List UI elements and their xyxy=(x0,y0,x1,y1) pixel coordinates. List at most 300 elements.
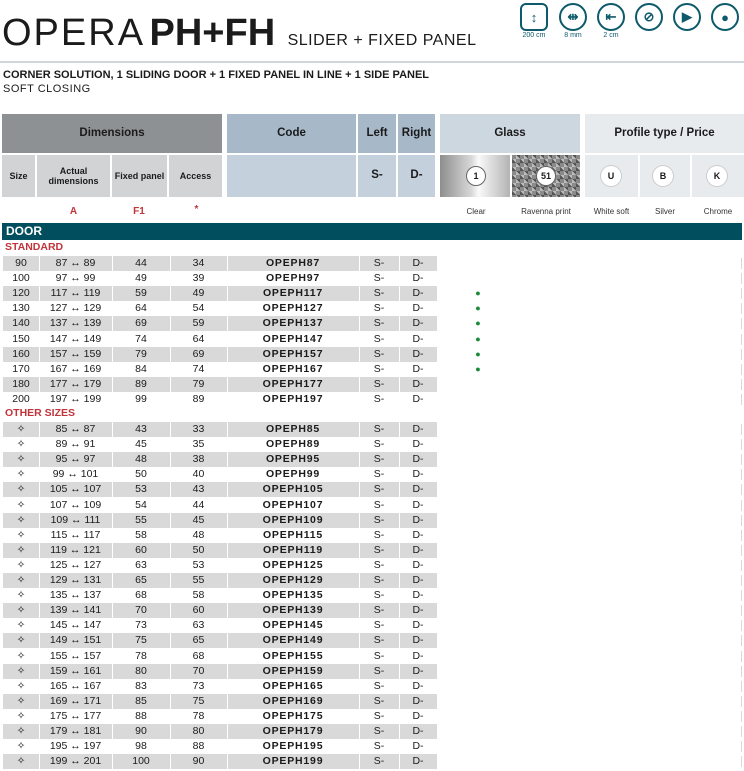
row-left: S- xyxy=(359,482,399,497)
row-access: 38 xyxy=(170,452,227,467)
row-code: OPEPH107 xyxy=(227,498,359,513)
glass-code-ravenna: 51 xyxy=(536,166,556,186)
column-separator xyxy=(359,256,360,271)
row-access: 64 xyxy=(170,332,227,347)
column-separator xyxy=(112,664,113,679)
row-edge-tick xyxy=(741,364,742,375)
column-separator xyxy=(399,679,400,694)
column-separator xyxy=(359,362,360,377)
column-separator xyxy=(39,286,40,301)
row-edge-tick xyxy=(741,741,742,752)
column-separator xyxy=(170,271,171,286)
row-left: S- xyxy=(359,543,399,558)
row-size: ✧ xyxy=(3,739,39,754)
row-left: S- xyxy=(359,528,399,543)
row-code: OPEPH97 xyxy=(227,271,359,286)
row-edge-tick xyxy=(741,560,742,571)
header-code: Code xyxy=(227,114,356,153)
row-access: 40 xyxy=(170,467,227,482)
column-separator xyxy=(170,467,171,482)
row-left: S- xyxy=(359,316,399,331)
row-access: 33 xyxy=(170,422,227,437)
column-separator xyxy=(112,377,113,392)
column-separator xyxy=(359,513,360,528)
column-separator xyxy=(39,649,40,664)
table-row xyxy=(2,422,742,437)
row-access: 55 xyxy=(170,573,227,588)
row-code: OPEPH137 xyxy=(227,316,359,331)
dimension-letter-access: * xyxy=(194,204,199,215)
row-code: OPEPH125 xyxy=(227,558,359,573)
row-actual-dimensions: 95 ↔ 97 xyxy=(39,452,112,467)
row-left: S- xyxy=(359,467,399,482)
column-separator xyxy=(39,588,40,603)
table-row xyxy=(2,286,742,301)
column-separator xyxy=(170,633,171,648)
row-fixed-panel: 55 xyxy=(112,513,170,528)
row-fixed-panel: 63 xyxy=(112,558,170,573)
column-separator xyxy=(227,603,228,618)
row-fixed-panel: 85 xyxy=(112,694,170,709)
row-code: OPEPH149 xyxy=(227,633,359,648)
row-access: 58 xyxy=(170,588,227,603)
row-size: ✧ xyxy=(3,664,39,679)
row-size: 100 xyxy=(3,271,39,286)
row-right: D- xyxy=(399,543,437,558)
row-left: S- xyxy=(359,271,399,286)
row-fixed-panel: 79 xyxy=(112,347,170,362)
table-row xyxy=(2,452,742,467)
row-left: S- xyxy=(359,724,399,739)
column-separator xyxy=(359,301,360,316)
profile-label-silver: Silver xyxy=(654,207,675,216)
column-separator xyxy=(39,271,40,286)
table-row xyxy=(2,754,742,769)
column-separator xyxy=(359,679,360,694)
row-code: OPEPH99 xyxy=(227,467,359,482)
availability-dot: ● xyxy=(475,288,481,299)
table-row xyxy=(2,603,742,618)
column-separator xyxy=(359,603,360,618)
column-separator xyxy=(112,649,113,664)
row-left: S- xyxy=(359,603,399,618)
row-actual-dimensions: 145 ↔ 147 xyxy=(39,618,112,633)
row-edge-tick xyxy=(741,530,742,541)
row-fixed-panel: 75 xyxy=(112,633,170,648)
column-separator xyxy=(170,422,171,437)
table-row xyxy=(2,618,742,633)
row-edge-tick xyxy=(741,303,742,314)
column-separator xyxy=(359,452,360,467)
row-actual-dimensions: 119 ↔ 121 xyxy=(39,543,112,558)
column-separator xyxy=(39,498,40,513)
column-separator xyxy=(170,362,171,377)
row-edge-tick xyxy=(741,635,742,646)
row-access: 60 xyxy=(170,603,227,618)
row-left: S- xyxy=(359,679,399,694)
column-separator xyxy=(227,724,228,739)
row-right: D- xyxy=(399,558,437,573)
row-actual-dimensions: 159 ↔ 161 xyxy=(39,664,112,679)
row-right: D- xyxy=(399,452,437,467)
column-separator xyxy=(170,301,171,316)
row-left: S- xyxy=(359,649,399,664)
table-row xyxy=(2,437,742,452)
row-right: D- xyxy=(399,347,437,362)
table-row xyxy=(2,256,742,271)
header-right-prefix: D- xyxy=(398,155,435,197)
row-right: D- xyxy=(399,649,437,664)
row-left: S- xyxy=(359,513,399,528)
column-separator xyxy=(39,452,40,467)
row-actual-dimensions: 167 ↔ 169 xyxy=(39,362,112,377)
row-left: S- xyxy=(359,633,399,648)
column-separator xyxy=(39,437,40,452)
table-row xyxy=(2,362,742,377)
row-left: S- xyxy=(359,392,399,407)
row-size: 150 xyxy=(3,332,39,347)
column-separator xyxy=(359,316,360,331)
row-fixed-panel: 83 xyxy=(112,679,170,694)
row-code: OPEPH139 xyxy=(227,603,359,618)
column-separator xyxy=(399,694,400,709)
row-actual-dimensions: 199 ↔ 201 xyxy=(39,754,112,769)
column-separator xyxy=(399,392,400,407)
row-access: 69 xyxy=(170,347,227,362)
column-separator xyxy=(227,437,228,452)
row-code: OPEPH147 xyxy=(227,332,359,347)
column-separator xyxy=(39,603,40,618)
column-separator xyxy=(359,724,360,739)
availability-dot: ● xyxy=(475,363,481,374)
column-separator xyxy=(227,392,228,407)
row-edge-tick xyxy=(741,424,742,435)
column-separator xyxy=(359,694,360,709)
column-separator xyxy=(399,558,400,573)
column-separator xyxy=(227,498,228,513)
column-separator xyxy=(227,649,228,664)
row-actual-dimensions: 157 ↔ 159 xyxy=(39,347,112,362)
dimension-letter-f1: F1 xyxy=(133,206,145,217)
column-separator xyxy=(112,422,113,437)
column-separator xyxy=(359,558,360,573)
column-separator xyxy=(170,543,171,558)
row-access: 53 xyxy=(170,558,227,573)
row-edge-tick xyxy=(741,590,742,601)
column-separator xyxy=(39,694,40,709)
glass-thickness-icon: ⇹ 8 mm xyxy=(559,3,587,39)
row-edge-tick xyxy=(741,500,742,511)
availability-dot: ● xyxy=(475,303,481,314)
glass-label-clear: Clear xyxy=(466,207,486,216)
row-edge-tick xyxy=(741,439,742,450)
row-fixed-panel: 70 xyxy=(112,603,170,618)
column-separator xyxy=(359,271,360,286)
row-fixed-panel: 58 xyxy=(112,528,170,543)
row-actual-dimensions: 89 ↔ 91 xyxy=(39,437,112,452)
row-access: 50 xyxy=(170,543,227,558)
column-separator xyxy=(170,482,171,497)
column-separator xyxy=(359,664,360,679)
row-fixed-panel: 78 xyxy=(112,649,170,664)
column-separator xyxy=(112,543,113,558)
column-separator xyxy=(112,633,113,648)
column-separator xyxy=(399,316,400,331)
column-separator xyxy=(112,256,113,271)
row-size: 160 xyxy=(3,347,39,362)
table-row xyxy=(2,316,742,331)
row-size: ✧ xyxy=(3,467,39,482)
column-separator xyxy=(112,603,113,618)
row-right: D- xyxy=(399,618,437,633)
column-separator xyxy=(227,754,228,769)
row-edge-tick xyxy=(741,726,742,737)
column-separator xyxy=(39,513,40,528)
row-actual-dimensions: 155 ↔ 157 xyxy=(39,649,112,664)
availability-dot xyxy=(442,256,514,271)
title-subtitle: SLIDER + FIXED PANEL xyxy=(287,32,477,49)
row-edge-tick xyxy=(741,273,742,284)
profile-code-white: U xyxy=(601,166,621,186)
row-edge-tick xyxy=(741,454,742,465)
column-separator xyxy=(399,513,400,528)
column-separator xyxy=(227,664,228,679)
profile-label-white: White soft xyxy=(593,207,630,216)
row-actual-dimensions: 97 ↔ 99 xyxy=(39,271,112,286)
column-separator xyxy=(170,498,171,513)
row-size: 140 xyxy=(3,316,39,331)
column-separator xyxy=(39,332,40,347)
row-actual-dimensions: 195 ↔ 197 xyxy=(39,739,112,754)
column-separator xyxy=(170,347,171,362)
table-row xyxy=(2,694,742,709)
row-actual-dimensions: 149 ↔ 151 xyxy=(39,633,112,648)
column-separator xyxy=(112,739,113,754)
column-separator xyxy=(227,452,228,467)
row-edge-tick xyxy=(741,605,742,616)
table-row xyxy=(2,649,742,664)
row-right: D- xyxy=(399,301,437,316)
row-actual-dimensions: 117 ↔ 119 xyxy=(39,286,112,301)
row-actual-dimensions: 179 ↔ 181 xyxy=(39,724,112,739)
column-separator xyxy=(112,528,113,543)
row-access: 65 xyxy=(170,633,227,648)
row-code: OPEPH167 xyxy=(227,362,359,377)
row-left: S- xyxy=(359,498,399,513)
row-actual-dimensions: 135 ↔ 137 xyxy=(39,588,112,603)
row-actual-dimensions: 177 ↔ 179 xyxy=(39,377,112,392)
row-size: ✧ xyxy=(3,452,39,467)
row-left: S- xyxy=(359,709,399,724)
row-right: D- xyxy=(399,467,437,482)
row-size: ✧ xyxy=(3,618,39,633)
row-code: OPEPH145 xyxy=(227,618,359,633)
column-separator xyxy=(170,332,171,347)
column-separator xyxy=(359,467,360,482)
row-code: OPEPH109 xyxy=(227,513,359,528)
header-fixed-panel: Fixed panel xyxy=(112,155,167,197)
column-separator xyxy=(399,649,400,664)
section-door: DOOR xyxy=(2,223,742,240)
column-separator xyxy=(112,558,113,573)
row-size: ✧ xyxy=(3,528,39,543)
column-separator xyxy=(399,362,400,377)
row-fixed-panel: 64 xyxy=(112,301,170,316)
column-separator xyxy=(359,739,360,754)
row-fixed-panel: 84 xyxy=(112,362,170,377)
column-separator xyxy=(39,482,40,497)
column-separator xyxy=(227,271,228,286)
row-edge-tick xyxy=(741,545,742,556)
row-right: D- xyxy=(399,437,437,452)
product-description: CORNER SOLUTION, 1 SLIDING DOOR + 1 FIXED PANEL IN LINE + 1 SIDE PANEL xyxy=(3,69,430,81)
row-size: 130 xyxy=(3,301,39,316)
no-drill-icon: ⊘ xyxy=(635,3,663,31)
column-separator xyxy=(227,633,228,648)
row-actual-dimensions: 129 ↔ 131 xyxy=(39,573,112,588)
row-left: S- xyxy=(359,573,399,588)
row-code: OPEPH85 xyxy=(227,422,359,437)
row-size: 120 xyxy=(3,286,39,301)
header-left: Left xyxy=(358,114,396,153)
column-separator xyxy=(227,573,228,588)
row-fixed-panel: 44 xyxy=(112,256,170,271)
column-separator xyxy=(227,301,228,316)
column-separator xyxy=(399,498,400,513)
row-edge-tick xyxy=(741,469,742,480)
table-row xyxy=(2,724,742,739)
column-separator xyxy=(112,482,113,497)
row-access: 48 xyxy=(170,528,227,543)
row-actual-dimensions: 139 ↔ 141 xyxy=(39,603,112,618)
table-row xyxy=(2,543,742,558)
row-actual-dimensions: 137 ↔ 139 xyxy=(39,316,112,331)
availability-dot xyxy=(442,271,514,286)
column-separator xyxy=(399,588,400,603)
column-separator xyxy=(39,467,40,482)
column-separator xyxy=(359,482,360,497)
row-code: OPEPH159 xyxy=(227,664,359,679)
table-row xyxy=(2,377,742,392)
header-glass: Glass xyxy=(440,114,580,153)
row-access: 34 xyxy=(170,256,227,271)
column-separator xyxy=(359,618,360,633)
column-separator xyxy=(170,528,171,543)
column-separator xyxy=(112,588,113,603)
row-right: D- xyxy=(399,482,437,497)
column-separator xyxy=(39,709,40,724)
row-edge-tick xyxy=(741,484,742,495)
row-edge-tick xyxy=(741,379,742,390)
column-separator xyxy=(170,754,171,769)
column-separator xyxy=(39,633,40,648)
column-separator xyxy=(112,271,113,286)
row-access: 35 xyxy=(170,437,227,452)
row-size: ✧ xyxy=(3,754,39,769)
column-separator xyxy=(399,377,400,392)
column-separator xyxy=(39,347,40,362)
column-separator xyxy=(399,603,400,618)
table-row xyxy=(2,558,742,573)
adjustment-icon: ⇤ 2 cm xyxy=(597,3,625,39)
table-row xyxy=(2,347,742,362)
row-code: OPEPH175 xyxy=(227,709,359,724)
column-separator xyxy=(359,528,360,543)
column-separator xyxy=(39,362,40,377)
row-access: 39 xyxy=(170,271,227,286)
row-right: D- xyxy=(399,694,437,709)
row-actual-dimensions: 147 ↔ 149 xyxy=(39,332,112,347)
row-code: OPEPH105 xyxy=(227,482,359,497)
column-separator xyxy=(170,649,171,664)
column-separator xyxy=(112,452,113,467)
column-separator xyxy=(170,452,171,467)
column-separator xyxy=(170,558,171,573)
column-separator xyxy=(170,286,171,301)
column-separator xyxy=(399,528,400,543)
column-separator xyxy=(170,739,171,754)
row-fixed-panel: 88 xyxy=(112,709,170,724)
column-separator xyxy=(112,724,113,739)
column-separator xyxy=(227,286,228,301)
column-separator xyxy=(399,347,400,362)
soft-close-icon: ▶ xyxy=(673,3,701,31)
table-row xyxy=(2,709,742,724)
row-code: OPEPH129 xyxy=(227,573,359,588)
row-right: D- xyxy=(399,739,437,754)
profile-label-chrome: Chrome xyxy=(703,207,733,216)
table-row xyxy=(2,482,742,497)
feature-icons xyxy=(520,3,744,47)
row-code: OPEPH197 xyxy=(227,392,359,407)
row-access: 89 xyxy=(170,392,227,407)
row-left: S- xyxy=(359,754,399,769)
row-code: OPEPH117 xyxy=(227,286,359,301)
column-separator xyxy=(39,754,40,769)
row-size: ✧ xyxy=(3,422,39,437)
row-fixed-panel: 99 xyxy=(112,392,170,407)
row-actual-dimensions: 99 ↔ 101 xyxy=(39,467,112,482)
column-separator xyxy=(227,558,228,573)
row-actual-dimensions: 109 ↔ 111 xyxy=(39,513,112,528)
row-size: ✧ xyxy=(3,679,39,694)
row-actual-dimensions: 165 ↔ 167 xyxy=(39,679,112,694)
row-left: S- xyxy=(359,694,399,709)
row-actual-dimensions: 175 ↔ 177 xyxy=(39,709,112,724)
row-fixed-panel: 49 xyxy=(112,271,170,286)
row-edge-tick xyxy=(741,288,742,299)
row-edge-tick xyxy=(741,515,742,526)
column-separator xyxy=(359,649,360,664)
row-fixed-panel: 53 xyxy=(112,482,170,497)
row-code: OPEPH199 xyxy=(227,754,359,769)
column-separator xyxy=(170,664,171,679)
column-separator xyxy=(227,588,228,603)
column-separator xyxy=(39,618,40,633)
row-access: 90 xyxy=(170,754,227,769)
row-access: 43 xyxy=(170,482,227,497)
row-code: OPEPH115 xyxy=(227,528,359,543)
row-access: 44 xyxy=(170,498,227,513)
row-size: ✧ xyxy=(3,709,39,724)
row-left: S- xyxy=(359,362,399,377)
availability-dot: ● xyxy=(475,333,481,344)
row-access: 74 xyxy=(170,362,227,377)
table-row xyxy=(2,332,742,347)
column-separator xyxy=(399,724,400,739)
profile-code-chrome: K xyxy=(707,166,727,186)
column-separator xyxy=(359,543,360,558)
